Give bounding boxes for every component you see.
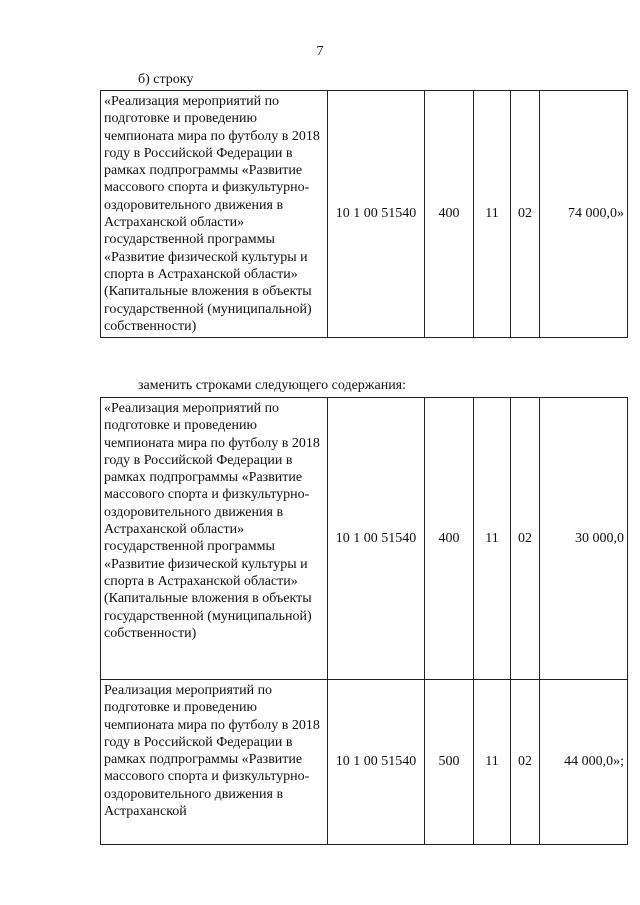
- row-subsection: 02: [511, 91, 540, 338]
- row-amount: 30 000,0: [540, 398, 628, 680]
- row-expense-type: 500: [425, 680, 474, 845]
- row-target-code: 10 1 00 51540: [328, 91, 425, 338]
- row-expense-type: 400: [425, 91, 474, 338]
- row-section: 11: [474, 680, 511, 845]
- table-row: [101, 680, 628, 845]
- table-row: [101, 91, 628, 338]
- row-target-code: 10 1 00 51540: [328, 398, 425, 680]
- new-rows-table: [100, 397, 628, 845]
- row-subsection: 02: [511, 680, 540, 845]
- page-number: 7: [316, 44, 324, 59]
- original-row-table: [100, 90, 628, 338]
- row-description: «Реализация мероприятий по подготовке и проведению чемпионата мира по футболу в 2018 году в Российской Федерации в рамках подпрограммы «Развитие массового спорта и физкультурно-оздоровительного движения в Астраханской области» государственной программы «Развитие физической культуры и спорта в Астраханской области» (Капитальные вложения в объекты государственной (муниципальной) собственности): [101, 398, 328, 680]
- row-target-code: 10 1 00 51540: [328, 680, 425, 845]
- row-expense-type: 400: [425, 398, 474, 680]
- row-amount: 44 000,0»;: [540, 680, 628, 845]
- table-row: [101, 398, 628, 680]
- section-b-label: б) строку: [138, 72, 194, 87]
- row-description: Реализация мероприятий по подготовке и проведению чемпионата мира по футболу в 2018 году в Российской Федерации в рамках подпрограммы «Развитие массового спорта и физкультурно-оздоровительного движения в Астраханской: [101, 680, 328, 845]
- row-amount: 74 000,0»: [540, 91, 628, 338]
- row-section: 11: [474, 91, 511, 338]
- row-description: «Реализация мероприятий по подготовке и проведению чемпионата мира по футболу в 2018 году в Российской Федерации в рамках подпрограммы «Развитие массового спорта и физкультурно-оздоровительного движения в Астраханской области» государственной программы «Развитие физической культуры и спорта в Астраханской области» (Капитальные вложения в объекты государственной (муниципальной) собственности): [101, 91, 328, 338]
- row-subsection: 02: [511, 398, 540, 680]
- row-section: 11: [474, 398, 511, 680]
- replace-label: заменить строками следующего содержания:: [138, 378, 407, 393]
